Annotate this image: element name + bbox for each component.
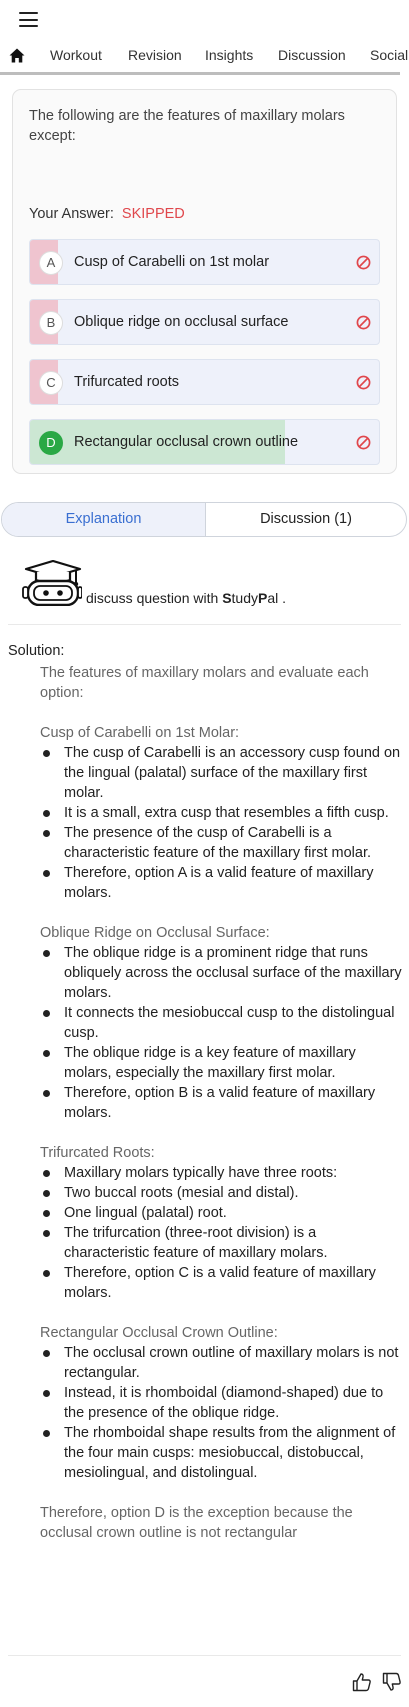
bullet-item: The oblique ridge is a prominent ridge that runs obliquely across the occlusal surface of the maxillary molars. <box>40 943 402 1003</box>
question-text: The following are the features of maxillary molars except: <box>29 108 345 144</box>
explanation-tabs <box>1 502 407 537</box>
thumbs-down-icon[interactable] <box>382 1672 402 1692</box>
tab-workout[interactable]: Workout <box>50 47 102 63</box>
your-answer-row <box>29 206 185 222</box>
section-bullets <box>40 743 402 903</box>
ban-icon[interactable] <box>356 375 371 390</box>
option-a[interactable] <box>29 239 380 285</box>
bullet-item: Two buccal roots (mesial and distal). <box>40 1183 402 1203</box>
option-letter: A <box>39 251 63 275</box>
option-text: Trifurcated roots <box>74 374 180 390</box>
question-card <box>12 89 397 474</box>
bullet-item: One lingual (palatal) root. <box>40 1203 402 1223</box>
option-b[interactable] <box>29 299 380 345</box>
bullet-item: It connects the mesiobuccal cusp to the distolingual cusp. <box>40 1003 402 1043</box>
solution-label: Solution: <box>8 643 65 659</box>
bullet-item: The oblique ridge is a key feature of maxillary molars, especially the maxillary first molar. <box>40 1043 402 1083</box>
bullet-item: The rhomboidal shape results from the alignment of the four main cusps: mesiobuccal, distobuccal, mesiolingual, and distolingual. <box>40 1423 402 1483</box>
option-text: Oblique ridge on occlusal surface <box>74 314 289 330</box>
option-text: Rectangular occlusal crown outline <box>74 434 299 450</box>
tab-explanation[interactable]: Explanation <box>2 503 206 536</box>
tab-discussion-count[interactable]: Discussion (1) <box>260 511 352 527</box>
answer-status: SKIPPED <box>121 206 185 222</box>
option-text: Cusp of Carabelli on 1st molar <box>74 254 270 270</box>
solution-conclusion: Therefore, option D is the exception because the occlusal crown outline is not rectangular <box>40 1505 353 1541</box>
nav-tabs <box>0 40 409 74</box>
bullet-item: The cusp of Carabelli is an accessory cusp found on the lingual (palatal) surface of the maxillary first molar. <box>40 743 402 803</box>
studypal-robot-icon[interactable] <box>22 560 82 606</box>
bullet-item: Therefore, option B is a valid feature of maxillary molars. <box>40 1083 402 1123</box>
section-bullets <box>40 943 402 1123</box>
bullet-item: It is a small, extra cusp that resembles a fifth cusp. <box>40 803 402 823</box>
option-letter: D <box>39 431 63 455</box>
your-answer-label: Your Answer: <box>29 206 114 222</box>
bullet-item: Therefore, option C is a valid feature of maxillary molars. <box>40 1263 402 1303</box>
tab-revision[interactable]: Revision <box>128 47 182 63</box>
section-heading: Trifurcated Roots: <box>40 1145 155 1161</box>
tabs-scroll-indicator <box>0 72 400 75</box>
section-bullets <box>40 1163 402 1303</box>
section-heading: Cusp of Carabelli on 1st Molar: <box>40 725 240 741</box>
studypal-prompt[interactable]: discuss question with StudyPal . <box>86 590 287 606</box>
ban-icon[interactable] <box>356 315 371 330</box>
tab-discussion[interactable]: Discussion <box>278 47 346 63</box>
divider <box>8 1655 401 1656</box>
home-icon[interactable] <box>9 48 25 63</box>
divider <box>8 624 401 625</box>
ban-icon[interactable] <box>356 435 371 450</box>
menu-icon[interactable] <box>19 12 38 27</box>
section-bullets <box>40 1343 402 1483</box>
tab-social[interactable]: Social <box>370 47 409 63</box>
bullet-item: Therefore, option A is a valid feature of maxillary molars. <box>40 863 402 903</box>
bullet-item: Instead, it is rhomboidal (diamond-shaped) due to the presence of the oblique ridge. <box>40 1383 402 1423</box>
top-bar <box>0 0 409 40</box>
bullet-item: The trifurcation (three-root division) is a characteristic feature of maxillary molars. <box>40 1223 402 1263</box>
section-heading: Rectangular Occlusal Crown Outline: <box>40 1325 278 1341</box>
option-d[interactable] <box>29 419 380 465</box>
section-heading: Oblique Ridge on Occlusal Surface: <box>40 925 270 941</box>
thumbs-up-icon[interactable] <box>352 1672 372 1692</box>
option-c[interactable] <box>29 359 380 405</box>
solution-body <box>40 663 402 1543</box>
tab-insights[interactable]: Insights <box>205 47 254 63</box>
bullet-item: Maxillary molars typically have three roots: <box>40 1163 402 1183</box>
bullet-item: The presence of the cusp of Carabelli is a characteristic feature of the maxillary first molar. <box>40 823 402 863</box>
bullet-item: The occlusal crown outline of maxillary molars is not rectangular. <box>40 1343 402 1383</box>
option-letter: C <box>39 371 63 395</box>
ban-icon[interactable] <box>356 255 371 270</box>
solution-intro: The features of maxillary molars and evaluate each option: <box>40 665 369 701</box>
option-letter: B <box>39 311 63 335</box>
